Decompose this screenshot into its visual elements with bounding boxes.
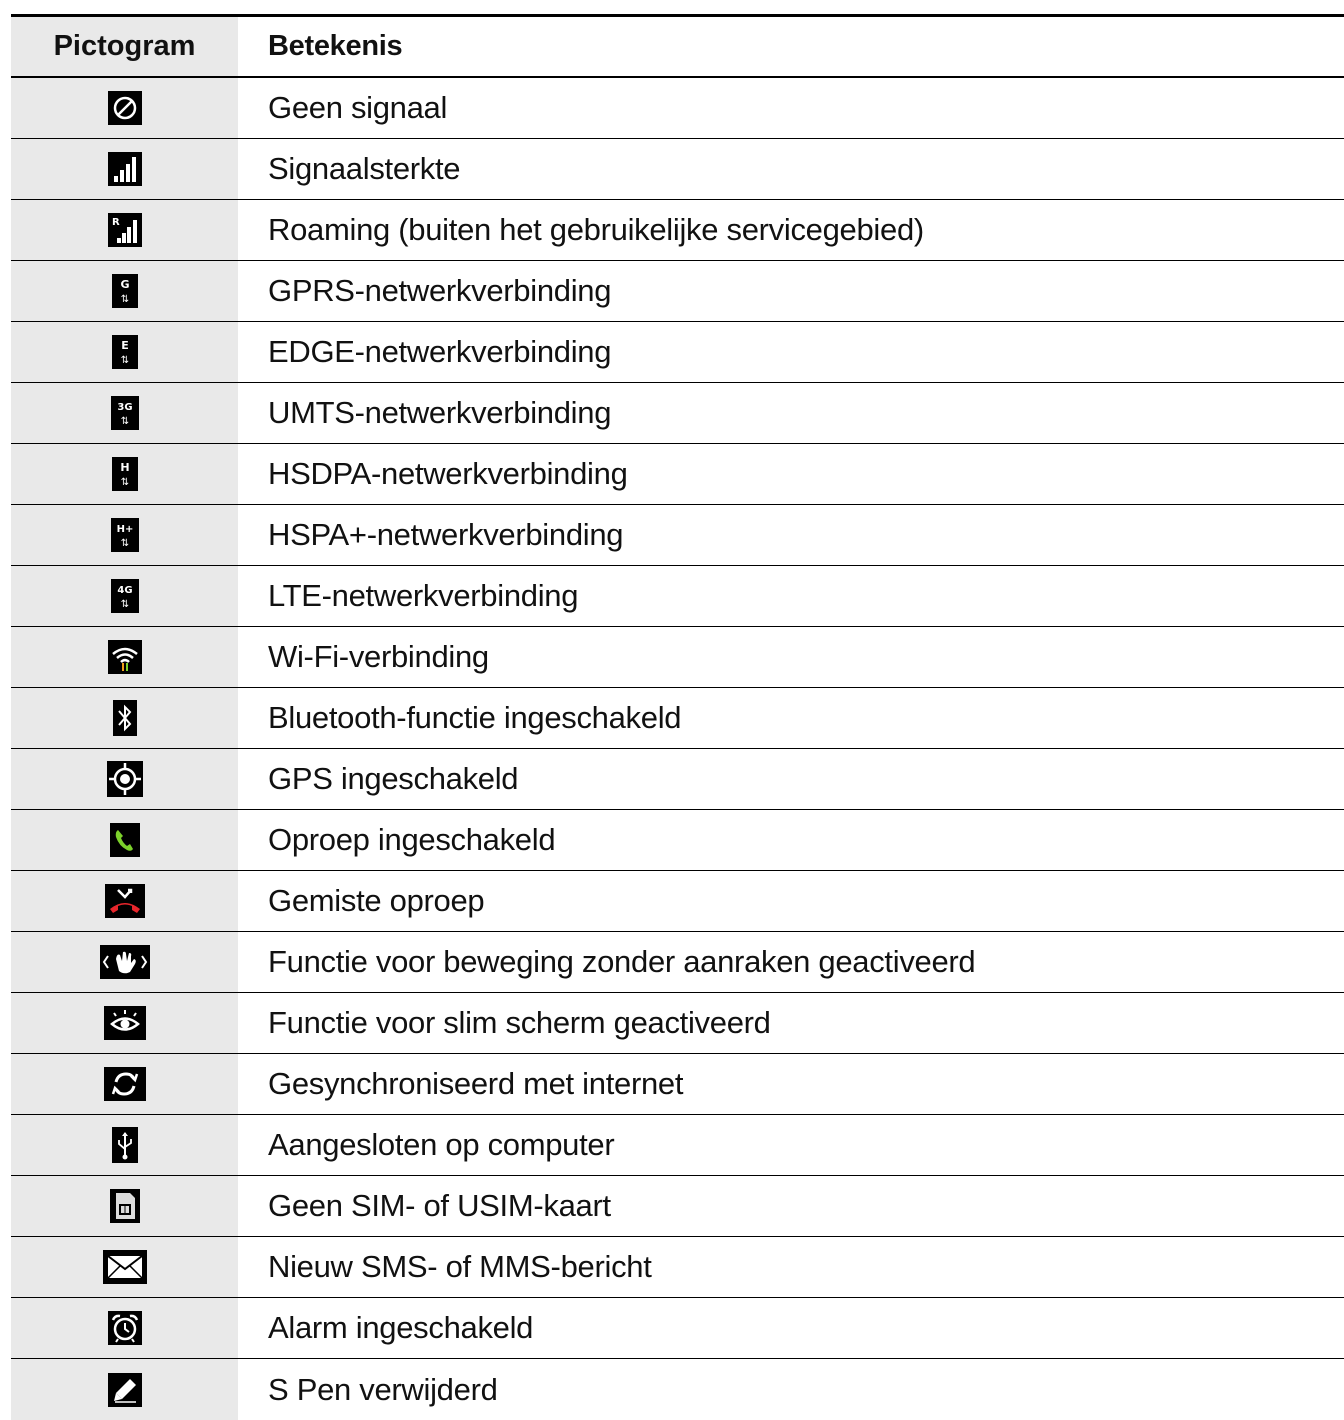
table-row bbox=[11, 566, 1344, 627]
row-label: LTE-netwerkverbinding bbox=[268, 578, 579, 613]
table-row bbox=[11, 1298, 1344, 1359]
svg-text:⇅: ⇅ bbox=[120, 538, 129, 549]
no-signal-icon bbox=[108, 91, 142, 125]
signal-strength-icon bbox=[108, 152, 142, 186]
header-pictogram: Pictogram bbox=[11, 17, 238, 76]
row-label: Signaalsterkte bbox=[268, 151, 461, 186]
row-label: Bluetooth-functie ingeschakeld bbox=[268, 700, 682, 735]
status-icon-table bbox=[11, 14, 1344, 1420]
table-row bbox=[11, 749, 1344, 810]
row-label: Functie voor slim scherm geactiveerd bbox=[268, 1005, 771, 1040]
row-label: Functie voor beweging zonder aanraken geactiveerd bbox=[268, 944, 976, 979]
no-sim-icon bbox=[110, 1189, 140, 1223]
svg-text:⇅: ⇅ bbox=[120, 416, 129, 427]
hsdpa-icon bbox=[112, 457, 138, 491]
row-label: HSDPA-netwerkverbinding bbox=[268, 456, 628, 491]
lte-glyph: 4G bbox=[116, 585, 133, 596]
row-label: Roaming (buiten het gebruikelijke servicegebied) bbox=[268, 212, 924, 247]
row-label: Gemiste oproep bbox=[268, 883, 485, 918]
row-label: UMTS-netwerkverbinding bbox=[268, 395, 612, 430]
usb-icon bbox=[112, 1127, 138, 1163]
row-label: Alarm ingeschakeld bbox=[268, 1310, 534, 1345]
table-row bbox=[11, 261, 1344, 322]
table-row bbox=[11, 932, 1344, 993]
header-betekenis: Betekenis bbox=[268, 30, 403, 62]
bluetooth-icon bbox=[113, 700, 137, 736]
umts-icon bbox=[111, 396, 139, 430]
table-row bbox=[11, 871, 1344, 932]
row-label: HSPA+-netwerkverbinding bbox=[268, 517, 624, 552]
alarm-icon bbox=[108, 1311, 142, 1345]
table-row bbox=[11, 688, 1344, 749]
table-row bbox=[11, 322, 1344, 383]
umts-glyph: 3G bbox=[116, 402, 133, 413]
hsdpa-glyph: H bbox=[119, 461, 130, 474]
table-row bbox=[11, 505, 1344, 566]
row-label: GPS ingeschakeld bbox=[268, 761, 519, 796]
svg-text:⇅: ⇅ bbox=[120, 599, 129, 610]
table-row bbox=[11, 139, 1344, 200]
table-row bbox=[11, 78, 1344, 139]
hspa-plus-icon bbox=[111, 518, 139, 552]
row-label: Gesynchroniseerd met internet bbox=[268, 1066, 684, 1101]
call-active-icon bbox=[110, 823, 140, 857]
table-row bbox=[11, 627, 1344, 688]
gprs-glyph: G bbox=[119, 278, 130, 291]
sync-icon bbox=[104, 1067, 146, 1101]
edge-icon bbox=[112, 335, 138, 369]
row-label: Wi-Fi-verbinding bbox=[268, 639, 489, 674]
hspa-plus-glyph: H+ bbox=[116, 524, 133, 535]
row-label: S Pen verwijderd bbox=[268, 1371, 498, 1407]
lte-icon bbox=[111, 579, 139, 613]
roaming-glyph: R bbox=[111, 217, 120, 228]
row-label: Geen SIM- of USIM-kaart bbox=[268, 1188, 611, 1223]
svg-text:⇅: ⇅ bbox=[120, 294, 129, 305]
table-row bbox=[11, 383, 1344, 444]
table-row bbox=[11, 810, 1344, 871]
svg-text:⇅: ⇅ bbox=[120, 355, 129, 366]
row-label: GPRS-netwerkverbinding bbox=[268, 273, 612, 308]
gprs-icon bbox=[112, 274, 138, 308]
svg-text:⇅: ⇅ bbox=[120, 477, 129, 488]
row-label: Nieuw SMS- of MMS-bericht bbox=[268, 1249, 652, 1284]
table-row bbox=[11, 1176, 1344, 1237]
table-header-row bbox=[11, 17, 1344, 78]
message-icon bbox=[103, 1250, 147, 1284]
row-label: Aangesloten op computer bbox=[268, 1127, 615, 1162]
table-row bbox=[11, 1054, 1344, 1115]
row-label: EDGE-netwerkverbinding bbox=[268, 334, 612, 369]
air-gesture-icon bbox=[100, 945, 150, 979]
smart-screen-icon bbox=[104, 1006, 146, 1040]
wifi-icon bbox=[108, 640, 142, 674]
table-row bbox=[11, 1237, 1344, 1298]
s-pen-icon bbox=[108, 1373, 142, 1407]
missed-call-icon bbox=[105, 884, 145, 918]
gps-icon bbox=[107, 761, 143, 797]
row-label: Geen signaal bbox=[268, 90, 448, 125]
roaming-icon bbox=[108, 213, 142, 247]
row-label: Oproep ingeschakeld bbox=[268, 822, 556, 857]
table-row bbox=[11, 200, 1344, 261]
table-row bbox=[11, 1115, 1344, 1176]
table-row bbox=[11, 1359, 1344, 1420]
table-row bbox=[11, 444, 1344, 505]
table-row bbox=[11, 993, 1344, 1054]
edge-glyph: E bbox=[120, 339, 129, 352]
